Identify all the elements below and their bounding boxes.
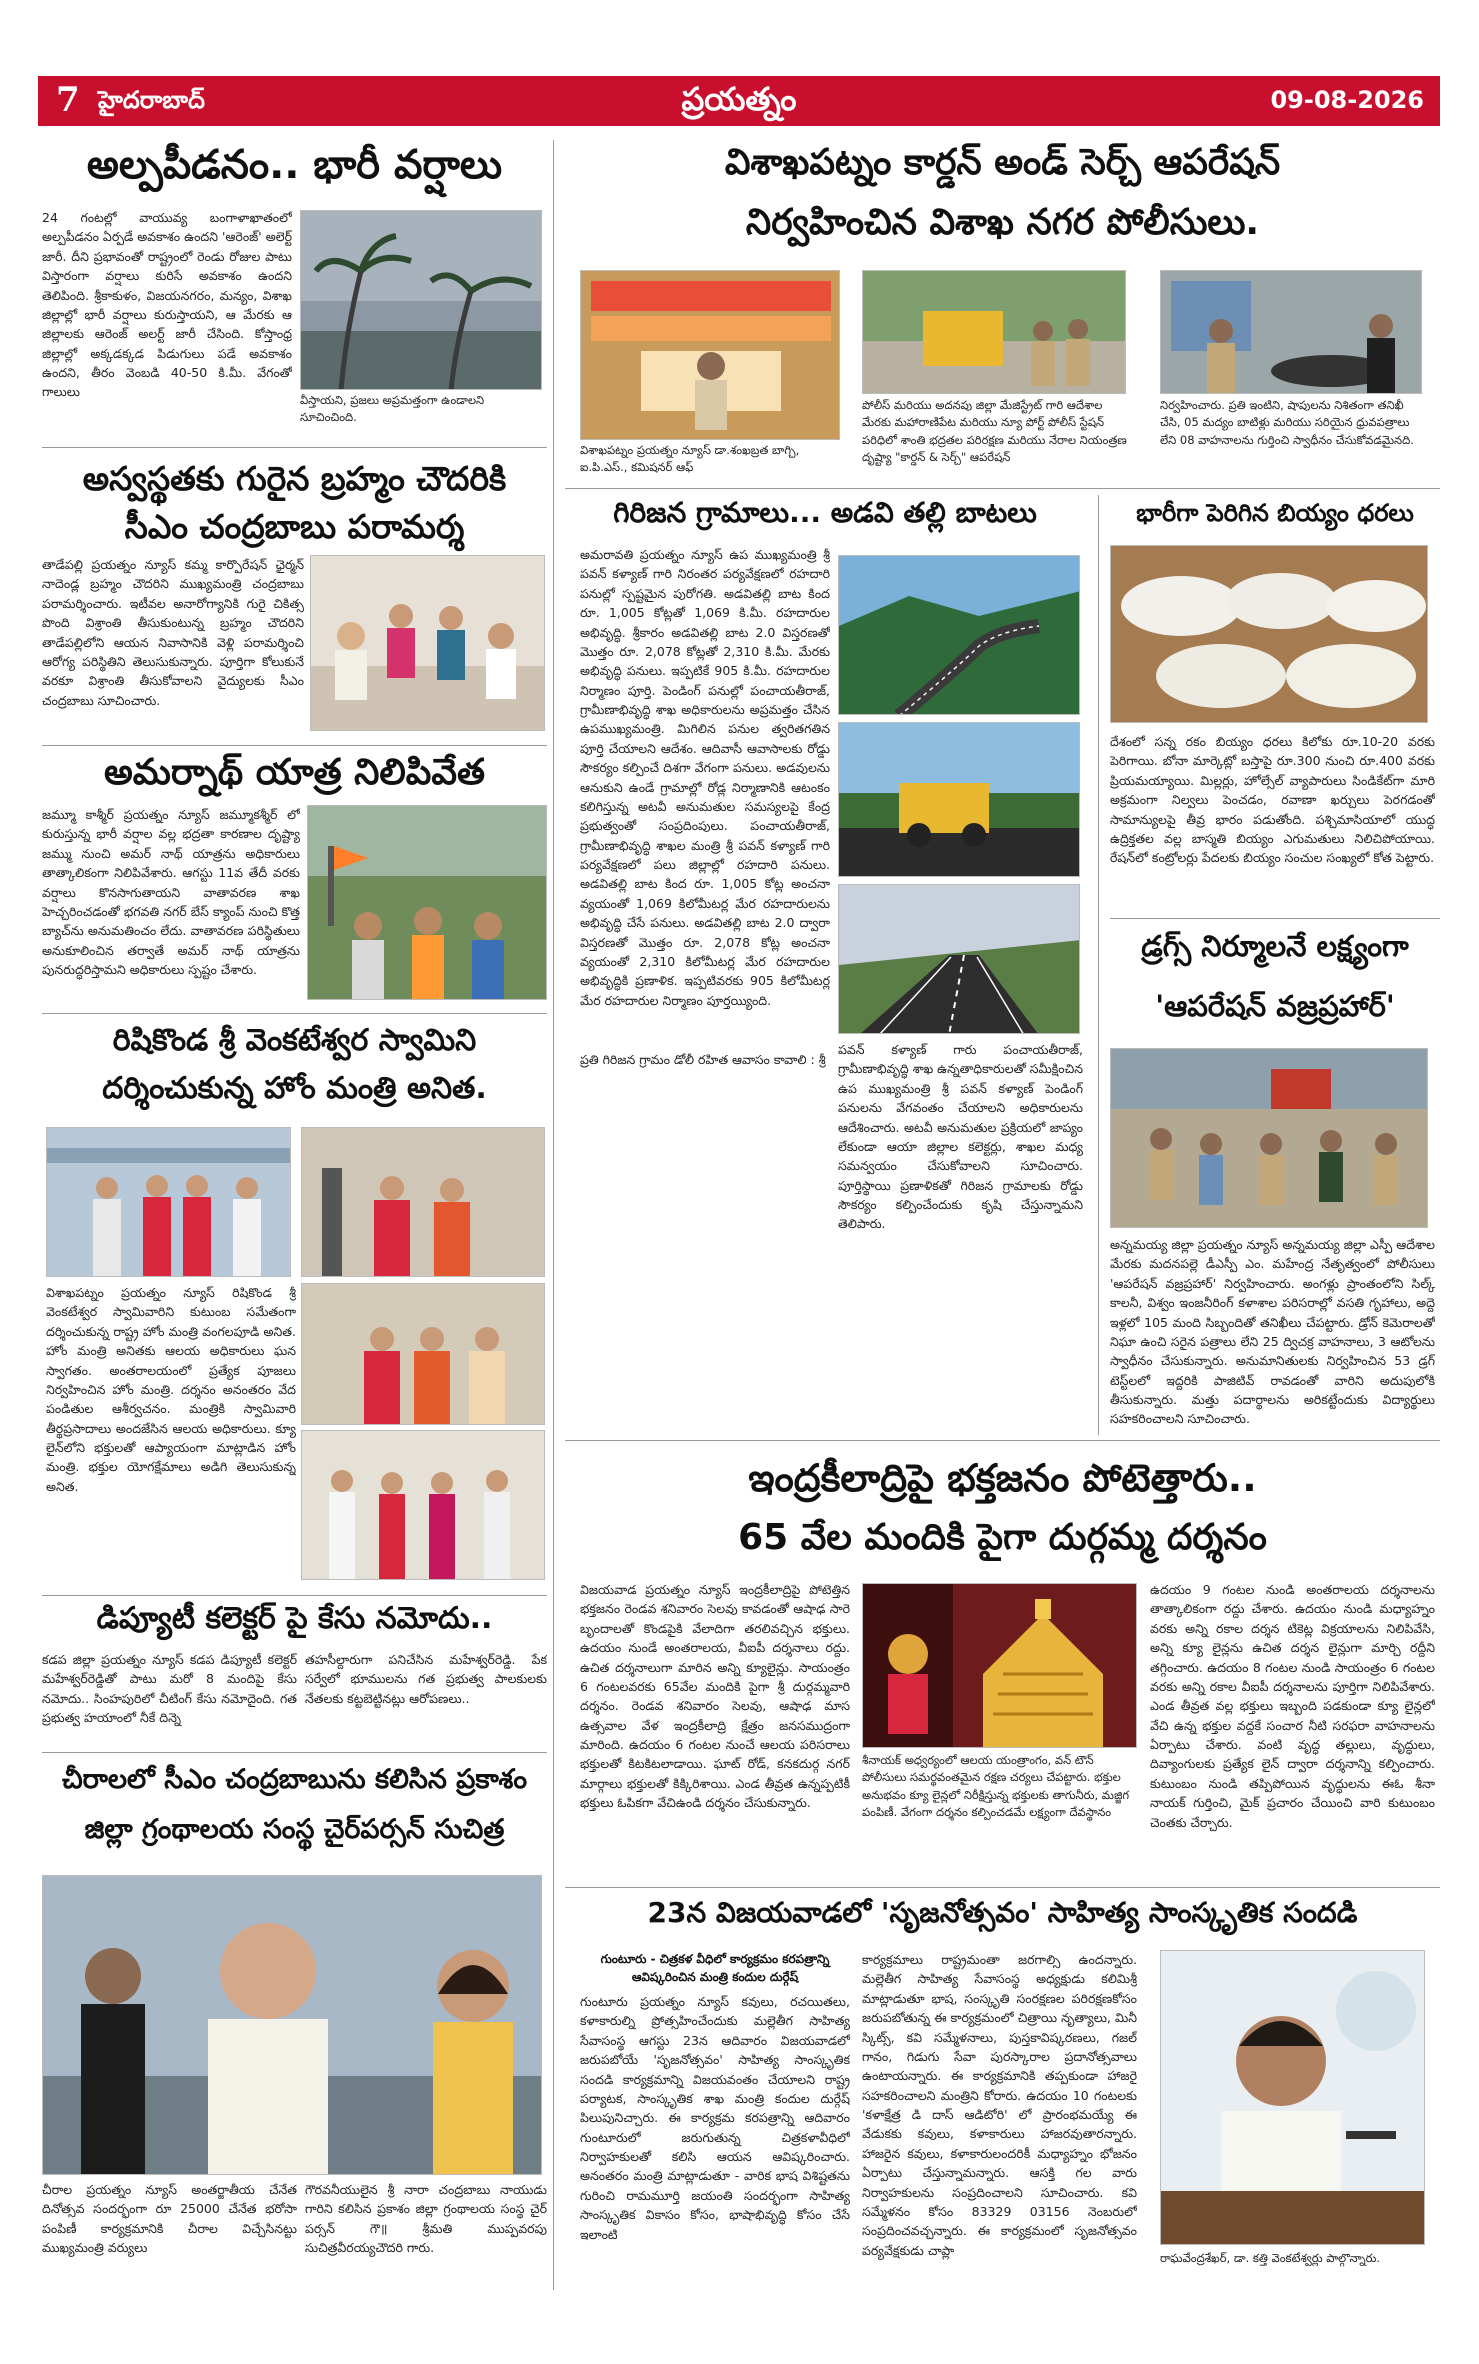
girijana-body: అమరావతి ప్రయత్నం న్యూస్ ఉప ముఖ్యమంత్రి శ్రీ పవన్ కళ్యాణ్ గారి నిరంతర పర్యవేక్షణలో రహదారి పనుల్లో స్పష్టమైన పురోగతి. అడవితల్లి బాట కింద రూ. 1,005 కోట్లతో 1,069 కి.మీ. రహదారుల అభివృద్ధి. శ్రీకారం అడవితల్లి బాట 2.0 విస్తరణతో మొత్తం రూ. 2,078 కోట్లతో 2,310 కి.మీ. మేరకు అభివృద్ధి పనులు. ఇప్పటికే 905 కి.మీ. రహదారుల నిర్మాణం పూర్తి. పెండింగ్ పనుల్లో పంచాయతీరాజ్, గ్రామీణాభివృద్ధి శాఖ అధికారులను అప్రమత్తం చేసిన ఉపముఖ్యమంత్రి. మిగిలిన పనుల త్వరితగతిన పూర్తి చేయాలని ఆదేశం. ఆదివాసీ ఆవాసాలకు రోడ్డు సౌకర్యం కల్పించే దిశగా వేగంగా పనులు. అడవులను ఆనుకుని ఉండే గ్రామాల్లో రోడ్ల నిర్మాణానికి ఆటంకం కలిగిస్తున్న అటవీ అనుమతుల సమస్యలపై కేంద్ర ప్రభుత్వంతో సంప్రదింపులు. పంచాయతీరాజ్, గ్రామీణాభివృద్ధి శాఖల మంత్రి శ్రీ పవన్ కళ్యాణ్ గారి పర్యవేక్షణలో పలు జిల్లాల్లో రహదారి పనులు. అడవితల్లి బాట కింద రూ. 1,005 కోట్ల అంచనా వ్యయంతో 1,069 కిలోమీటర్ల మేర రహదారులను అభివృద్ధి చేసే పనులు. అడవితల్లి బాట 2.0 ద్వారా విస్తరణతో మొత్తం రూ. 2,078 కోట్ల అంచనా వ్యయంతో 2,310 కిలోమీటర్ల మేర రహదారుల అభివృద్ధికి ప్రణాళిక. ఇప్పటివరకు 905 కిలోమీటర్ల మేర రహదారుల నిర్మాణం పూర్తయ్యింది. [580,547,830,1008]
deputy-body-col1: కడప జిల్లా ప్రయత్నం న్యూస్ కడప డిప్యూటీ కలెక్టర్ మహేశ్వర్‌రెడ్డి‌తో పాటు మరో 8 మందిపై కేసు నమోదు.. సింహపురిలో చీటింగ్ కేసు నమోదైంది. గత ప్రభుత్వ హయాంలో నీకే దిన్నె [42,1652,297,1726]
amarnath-photo [307,805,547,1000]
page-number: 7 [56,80,80,120]
divider [42,1752,547,1753]
girijana-closing: ప్రతి గిరిజన గ్రామం డోలీ రహిత ఆవాసం కావాలి : శ్రీ [580,1052,826,1067]
srujana-col2: కార్యక్రమాలు రాష్ట్రమంతా జరగాల్సి ఉందన్నారు. మల్లెతీగ సాహిత్య సేవాసంస్థ అధ్యక్షుడు కలిమిశ్రీ మాట్లాడుతూ భాష, సంస్కృతి సంరక్షణల పరిరక్షణకోసం జరుపబోతున్న ఈ కార్యక్రమంలో చిత్రాయి నృత్యాలు, మినీ స్కిట్స్, కవి సమ్మేళనాలు, పుస్తకావిష్కరణలు, గజల్ గానం, గిడుగు సేవా పురస్కారాల ప్రదానోత్సవాలు ఉంటాయన్నారు. ఈ కార్యక్రమానికి తప్పకుండా హాజరై సహకరించాలని మంత్రిని కోరారు. ఉదయం 10 గంటలకు 'కళాక్షేత్ర డి దాస్ ఆడిటోరి' లో ప్రారంభమయ్యే ఈ వేడుకకు కవులు, కళాకారులు హాజరవుతారన్నారు. హాజరైన కవులు, కళాకారులందరికీ మధ్యాహ్నం భోజనం ఏర్పాటు చేస్తున్నామన్నారు. ఆసక్తి గల వారు నిర్వాహకులను సంప్రదించాలని సూచించారు. కవి సమ్మేళనం కోసం 83329 03156 నెంబరులో సంప్రదించవచ్చన్నారు. ఈ కార్యక్రమంలో సృజనోత్సవం పర్యవేక్షకుడు చాప్లా [862,1952,1137,2258]
srujana-col1: గుంటూరు ప్రయత్నం న్యూస్ కవులు, రచయితలు, కళాకారుల్ని ప్రోత్సహించేందుకు మల్లెతీగ సాహిత్య సేవాసంస్థ ఆగస్టు 23న ఆదివారం విజయవాడలో జరుపబోయే 'సృజనోత్సవం' సాహిత్య సాంస్కృతిక సందడి కార్యక్రమాన్ని విజయవంతం చేయాలని రాష్ట్ర పర్యాటక, సాంస్కృతిక శాఖ మంత్రి కందుల దుర్గేష్ పిలుపునిచ్చారు. ఈ కార్యక్రమ కరపత్రాన్ని ఆదివారం గుంటూరులో జరుగుతున్న చిత్రకళావీధిలో నిర్వాహకులతో కలిసి ఆయన ఆవిష్కరించారు. అనంతరం మంత్రి మాట్లాడుతూ - వారిక భాష విశిష్టతను గురించి రామమూర్తి జయంతి సందర్భంగా సాహిత్య సాంస్కృతిక వికాసం కోసం, భాషాభివృద్ధి కోసం చేసే ఇలాంటి [580,1994,850,2242]
indrakeeladri-photo [862,1583,1137,1748]
cbn-meet-photo [42,1875,542,2175]
visakha-caption-1: విశాఖపట్నం ప్రయత్నం న్యూస్ డా.శంఖబ్రత బాగ్చి, ఐ.పి.ఎస్., కమిషనర్ ఆఫ్ [580,443,800,475]
rishikonda-photo-3 [301,1283,545,1425]
cbn-meet-headline-2: జిల్లా గ్రంథాలయ సంస్థ చైర్‌పర్సన్ సుచిత్ర [84,1814,505,1845]
rishikonda-photo-4 [301,1430,545,1580]
rishikonda-photo-2 [301,1127,545,1277]
indrakeeladri-headline-1: ఇంద్రకీలాద్రిపై భక్తజనం పోటెత్తారు.. [748,1456,1257,1500]
girijana-col2: పవన్ కళ్యాణ్ గారు పంచాయతీరాజ్, గ్రామీణాభివృద్ధి శాఖ ఉన్నతాధికారులతో సమీక్షించిన ఉప ముఖ్యమంత్రి శ్రీ పవన్ కళ్యాణ్ పెండింగ్ పనులను వేగవంతం చేయాలని అధికారులను ఆదేశించారు. అటవీ అనుమతుల ప్రక్రియలో జాప్యం లేకుండా ఆయా జిల్లాల కలెక్టర్లు, శాఖల మధ్య సమన్వయం చేసుకోవాలని సూచించారు. పూర్తిస్థాయి ప్రణాళికతో గిరిజన గ్రామాలకు రోడ్డు సౌకర్యం కల్పించేందుకు కృషి చేస్తున్నామని తెలిపారు. [838,1042,1083,1232]
srujana-photo [1160,1950,1425,2245]
visakha-photo-3 [1160,270,1422,394]
rishikonda-headline-2: దర్శించుకున్న హోం మంత్రి అనిత. [102,1071,487,1106]
drugs-headline-2: 'ఆపరేషన్ వజ్రప్రహార్' [1155,989,1395,1023]
rain-photo [300,210,542,390]
rishikonda-body: విశాఖపట్నం ప్రయత్నం న్యూస్ రిషికొండ శ్రీ వెంకటేశ్వర స్వామివారిని కుటుంబ సమేతంగా దర్శించుకున్న రాష్ట్ర హోం మంత్రి వంగలపూడి అనిత. హోం మంత్రి అనితకు ఆలయ అధికారులు ఘన స్వాగతం. అంతరాలయంలో ప్రత్యేక పూజలు నిర్వహించిన హోం మంత్రి. దర్శనం అనంతరం వేద పండితుల ఆశీర్వచనం. మంత్రికి స్వామివారి తీర్థప్రసాదాలు అందజేసిన ఆలయ అధికారులు. క్యూ లైన్‌లోని భక్తులతో ఆప్యాయంగా మాట్లాడిన హోం మంత్రి. భక్తుల యోగక్షేమాలు అడిగి తెలుసుకున్న అనిత. [46,1285,296,1494]
paper-name: ప్రయత్నం [681,80,797,118]
rice-headline: భారీగా పెరిగిన బియ్యం ధరలు [1136,499,1414,527]
rishikonda-photo-1 [46,1127,291,1277]
divider [565,1440,1440,1441]
masthead-bar [38,76,1440,126]
brahmam-body: తాడేపల్లి ప్రయత్నం న్యూస్ కమ్మ కార్పొరేషన్ ఛైర్మన్ నాదెండ్ల బ్రహ్మం చౌదరిని ముఖ్యమంత్రి చంద్రబాబు పరామర్శించారు. ఇటీవల అనారోగ్యానికి గురై చికిత్స పొంది విశ్రాంతి తీసుకుంటున్న బ్రహ్మం చౌదరిని తాడేపల్లిలోని ఆయన నివాసానికి వెళ్లి పరామర్శించి ఆరోగ్య పరిస్థితిని తెలుసుకున్నారు. పూర్తిగా కోలుకునే వరకూ విశ్రాంతి తీసుకోవాలని వైద్యులకు సీఎం చంద్రబాబు సూచించారు. [42,557,304,708]
rain-side-caption: వీస్తాయని, ప్రజలు అప్రమత్తంగా ఉండాలని సూచించింది. [300,393,485,425]
drugs-photo [1110,1048,1428,1228]
column-divider [1098,495,1099,1435]
girijana-photo-2 [838,722,1080,877]
amarnath-headline: అమర్నాథ్ యాత్ర నిలిపివేత [104,752,485,793]
rain-body: 24 గంటల్లో వాయువ్య బంగాళాఖాతంలో అల్పపీడనం ఏర్పడే అవకాశం ఉందని 'ఆరెంజ్‌' అలెర్ట్‌ జారీ. దీని ప్రభావంతో రాష్ట్రంలో రెండు రోజుల పాటు విస్తారంగా వర్షాలు కురిసే అవకాశం ఉందని తెలిపింది. శ్రీకాకుళం, విజయనగరం, మన్యం, విశాఖ జిల్లాల్లో భారీ వర్షాలు కురుస్తాయని, ఆ మేరకు ఆ జిల్లాలకు ఆరెంజ్‌ అలర్ట్‌ జారీ చేసింది. కోస్తాంధ్ర జిల్లాల్లో అక్కడక్కడ పిడుగులు పడే అవకాశం ఉందని, తీరం వెంబడి 40-50 కి.మీ. వేగంతో గాలులు [42,210,292,400]
issue-date: 09-08-2026 [1270,86,1424,114]
visakha-photo-1 [580,270,840,440]
drugs-headline-1: డ్రగ్స్ నిర్మూలనే లక్ష్యంగా [1141,929,1409,963]
brahmam-photo [310,555,545,731]
divider [42,745,547,746]
indrakeeladri-col1: విజయవాడ ప్రయత్నం న్యూస్ ఇంద్రకీలాద్రిపై పోటెత్తిన భక్తజనం రెండవ శనివారం సెలవు కావడంతో ఆషాఢ సారె బృందాలతో కొండపైకి వేలాదిగా తరలివచ్చిన భక్తులు. ఉదయం నుండే అంతరాలయ, వీఐపీ దర్శనాలు రద్దు. ఉచిత దర్శనాలుగా మారిన అన్ని క్యూలైన్లు. సాయంత్రం 6 గంటలవరకు 65వేల మందికి పైగా శ్రీ దుర్గమ్మవారి దర్శనం. రెండవ శనివారం సెలవు, ఆషాఢ మాస ఉత్సవాల వేళ ఇంద్రకీలాద్రి క్షేత్రం జనసముద్రంగా మారింది. ఉదయం 6 గంటల నుంచే ఆలయ పరిసరాలు భక్తులతో కిటకిటలాడాయి. ఘాట్ రోడ్, కనకదుర్గ నగర్ మార్గాలు భక్తులతో కిక్కిరిశాయి. ఎండ తీవ్రత ఉన్నప్పటికీ భక్తులు ఓపికగా వేచిఉండి దర్శనం చేసుకున్నారు. [580,1582,850,1811]
divider [42,447,547,448]
divider [565,1887,1440,1888]
divider [565,488,1440,489]
srujana-headline: 23న విజయవాడలో 'సృజనోత్సవం' సాహిత్య సాంస్కృతిక సందడి [647,1896,1358,1929]
amarnath-body: జమ్మూ కాశ్మీర్ ప్రయత్నం న్యూస్ జమ్మూకశ్మీర్ లో కురుస్తున్న భారీ వర్షాల వల్ల భద్రతా కారణాల దృష్ట్యా జమ్ము నుంచి అమర్ నాథ్ యాత్రను అధికారులు తాత్కాలికంగా నిలిపివేశారు. ఆగస్టు 11వ తేదీ వరకు వర్షాలు కొనసాగుతాయని వాతావరణ శాఖ హెచ్చరించడంతో భగవతి నగర్ బేస్ క్యాంప్ నుంచి కొత్త బ్యాచ్‌ను అనుమతించం లేదు. వాతావరణ పరిస్థితులు అనుకూలించిన తర్వాతే అమర్ నాథ్ యాత్రను పునరుద్ధరిస్తామని అధికారులు స్పష్టం చేశారు. [42,807,300,977]
city-label: హైదరాబాద్ [98,86,205,114]
srujana-photo-caption: రాఘవేంద్రశేఖర్, డా. కత్తి వెంకటేశ్వర్లు పాల్గొన్నారు. [1160,2251,1381,2265]
girijana-photo-3 [838,884,1080,1034]
brahmam-headline-2: సీఎం చంద్రబాబు పరామర్శ [124,507,465,546]
cbn-meet-body-col2: గౌరవనీయులైన శ్రీ నారా చంద్రబాబు నాయుడు గారిని కలిసిన ప్రకాశం జిల్లా గ్రంథాలయ సంస్థ చైర్ పర్సన్ గౌ॥ శ్రీమతి ముప్పవరపు సుచిత్రవీరయ్యచౌదరి గారు. [305,2182,547,2256]
rice-body: దేశంలో సన్న రకం బియ్యం ధరలు కిలోకు రూ.10-20 వరకు పెరిగాయి. బోనా మార్కెట్లో బస్తాపై రూ.300 నుంచి రూ.400 వరకు ప్రియమయ్యాయి. మిల్లర్లు, హోల్సేల్ వ్యాపారులు సిండికేట్‌గా మారి అక్రమంగా నిల్వలు పెంచడం, రవాణా ఖర్చులు పెరగడంతో సామాన్యులపై తీవ్ర భారం పడుతోంది. పశ్చిమాసియాలో యుద్ధ ఉద్రిక్తతల వల్ల బాస్మతి బియ్యం ఎగుమతులు నిలిచిపోయాయి. రేషన్‌లో కంట్రోలర్లు పేదలకు బియ్యం సంచుల సంఖ్యలో కోత పెట్టారు. [1110,734,1435,866]
visakha-caption-3: నిర్వహించారు. ప్రతి ఇంటిని, షాపులను నిశితంగా తనిఖీ చేసి, 05 మద్యం బాటిళ్లు మరియు సరియైన ధ్రువపత్రాలు లేని 08 వాహనాలను గుర్తించి స్వాధీనం చేసుకోవడమైనది. [1160,398,1414,447]
girijana-headline: గిరిజన గ్రామాలు... అడవి తల్లి బాటలు [613,496,1037,529]
visakha-caption-2: పోలీస్ మరియు అదనపు జిల్లా మేజిస్ట్రేట్ గారి ఆదేశాల మేరకు మహారాణిపేట మరియు న్యూ పోర్ట్ పోలీస్ స్టేషన్ పరిధిలో శాంతి భద్రతల పరిరక్షణ మరియు నేరాల నియంత్రణ దృష్ట్యా "కార్డన్ & సెర్చ్" ఆపరేషన్ [862,398,1127,464]
indrakeeladri-headline-2: 65 వేల మందికి పైగా దుర్గమ్మ దర్శనం [738,1517,1267,1558]
drugs-body: అన్నమయ్య జిల్లా ప్రయత్నం న్యూస్ అన్నమయ్య జిల్లా ఎస్పీ ఆదేశాల మేరకు మదనపల్లె డీఎస్పీ ఎం. మహేంద్ర నేతృత్వంలో పోలీసులు 'ఆపరేషన్ వజ్రప్రహార్' నిర్వహించారు. అంగళ్లు ప్రాంతంలోని సిల్క్ కాలనీ, విశ్వం ఇంజనీరింగ్ కళాశాల పరిసరాల్లో వసతి గృహాలు, అద్దె ఇళ్లలో 105 మంది సిబ్బందితో తనిఖీలు చేపట్టారు. డ్రోన్ కెమెరాలతో నిఘా ఉంచి సరైన పత్రాలు లేని 25 ద్విచక్ర వాహనాలు, 3 ఆటోలను స్వాధీనం చేసుకున్నారు. అనుమానితులకు నిర్వహించిన 53 డ్రగ్ టెస్ట్‌లలో ఇద్దరికి పాజిటివ్ రావడంతో వారిని అదుపులోకి తీసుకున్నారు. మత్తు పదార్థాలను అరికట్టేందుకు విద్యార్థులు సహకరించాలని సూచించారు. [1110,1237,1435,1427]
brahmam-headline-1: అస్వస్థతకు గురైన బ్రహ్మం చౌదరికి [82,459,507,498]
deputy-headline: డిప్యూటీ కలెక్టర్ పై కేసు నమోదు.. [96,1601,493,1636]
visakha-headline-2: నిర్వహించిన విశాఖ నగర పోలీసులు. [745,202,1260,243]
indrakeeladri-col3: ఉదయం 9 గంటల నుండి అంతరాలయ దర్శనాలను తాత్కాలికంగా రద్దు చేశారు. ఉదయం నుండి మధ్యాహ్నం వరకు అన్ని రకాల దర్శన టికెట్ల విక్రయాలను నిలిపివేసి, అన్ని క్యూ లైన్లను ఉచిత దర్శన లైన్లుగా మార్చి రద్దీని తగ్గించారు. ఉదయం 8 గంటల నుండి సాయంత్రం 6 గంటల వరకు అన్ని రకాల వీఐపీ దర్శనాలను పూర్తిగా నిలిపివేశారు. ఎండ తీవ్రత వల్ల భక్తులు ఇబ్బంది పడకుండా క్యూ లైన్లలో వేచి ఉన్న భక్తుల వద్దకే సంచార నీటి సరఫరా వాహనాలను ఏర్పాటు చేశారు. వంటి వృద్ధ తల్లులు, వృద్ధులు, దివ్యాంగులకు ప్రత్యేక లైన్ ద్వారా దర్శనాన్ని కల్పించారు. కుటుంబం నుండి తప్పిపోయిన వృద్ధులను ఈఓ శీనా నాయక్ గుర్తించి, మైక్ ప్రచారం చేయించి వారి కుటుంబం చెంతకు చేర్చారు. [1150,1582,1435,1830]
deputy-body-col2: తహసీల్దారుగా పనిచేసిన మహేశ్వర్‌రెడ్డి. పేక సర్వే‌లో భూములను గత ప్రభుత్వ పాలకులకు నేతలకు కట్టబెట్టినట్లు ఆరోపణలు.. [305,1652,547,1706]
rishikonda-headline-1: రిషికొండ శ్రీ వెంకటేశ్వర స్వామిని [112,1023,477,1058]
indrakeeladri-photo-caption: శీనాయక్ అధ్వర్యంలో ఆలయ యంత్రాంగం, వన్ టౌన్ పోలీసులు సమర్థవంతమైన రక్షణ చర్యలు చేపట్టారు. భక్తుల అనుభవం క్యూ లైన్లలో నిరీక్షిస్తున్న భక్తులకు తాగునీరు, మజ్జిగ పంపిణీ. వేగంగా దర్శనం కల్పించడమే లక్ష్యంగా దేవస్థానం [862,1753,1130,1819]
divider [1110,918,1440,919]
rain-headline: అల్పపీడనం.. భారీ వర్షాలు [86,142,503,188]
rice-photo [1110,545,1428,723]
divider [42,1595,547,1596]
column-divider [553,140,554,2290]
visakha-headline-1: విశాఖపట్నం కార్డన్ అండ్ సెర్చ్ ఆపరేషన్ [724,142,1281,183]
srujana-subhead: గుంటూరు - చిత్రకళ వీధిలో కార్యక్రమం కరపత్రాన్ని ఆవిష్కరించిన మంత్రి కందుల దుర్గేష్ [600,1952,830,1984]
girijana-photo-1 [838,555,1080,715]
visakha-photo-2 [862,270,1126,394]
cbn-meet-body-col1: చీరాల ప్రయత్నం న్యూస్ అంతర్జాతీయ చేనేత దినోత్సవ సందర్భంగా రూ 25000 చేనేత భరోసా పంపిణీ కార్యక్రమానికి చీరాల విచ్చేసినట్టు ముఖ్యమంత్రి వర్యులు [42,2182,297,2256]
divider [42,1013,547,1014]
cbn-meet-headline-1: చీరాలలో సీఎం చంద్రబాబును కలిసిన ప్రకాశం [61,1764,528,1795]
